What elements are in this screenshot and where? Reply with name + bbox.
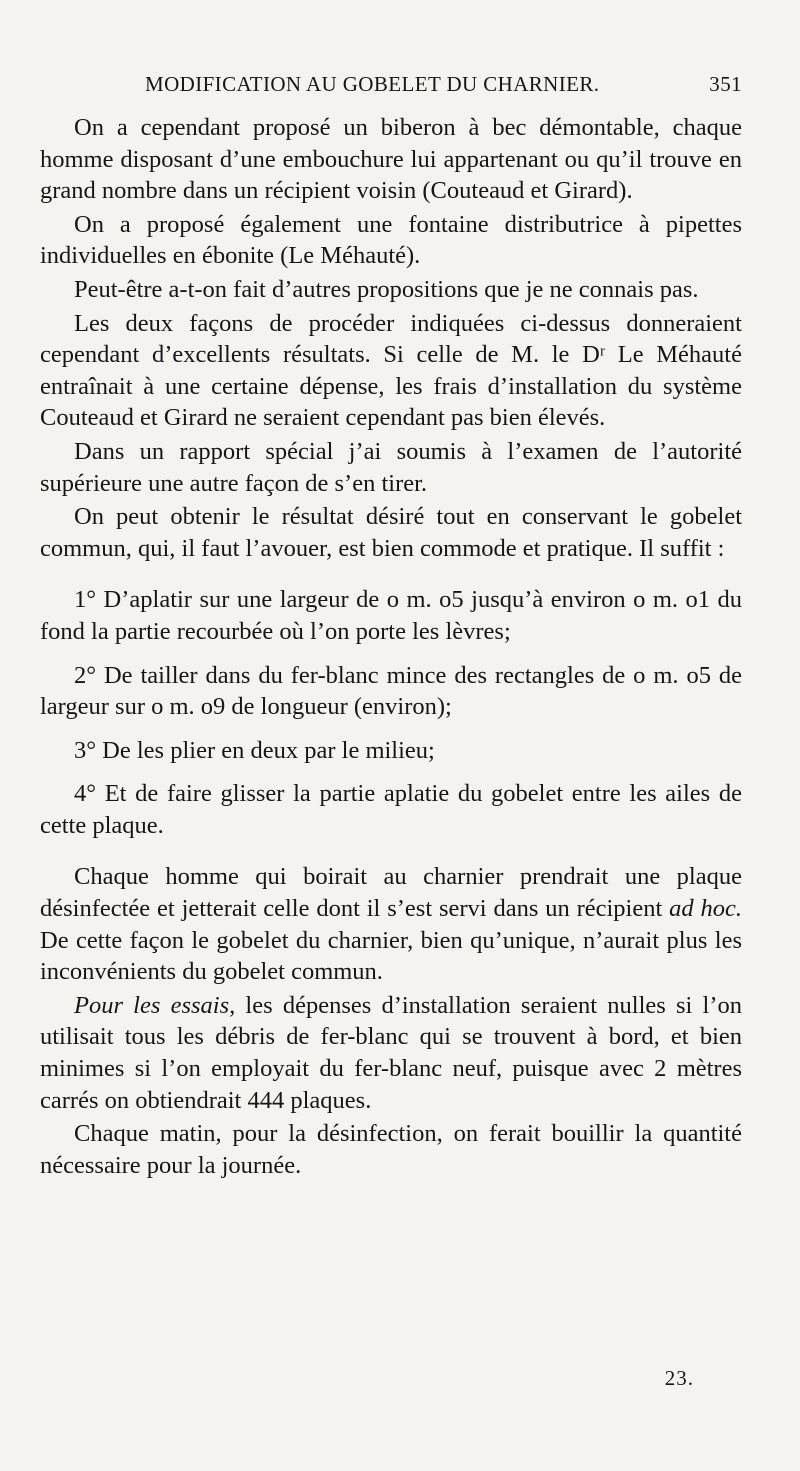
list-item-3: 3° De les plier en deux par le milieu;	[74, 736, 435, 764]
paragraph-essais	[40, 990, 742, 1116]
paragraph-fontaine: On a proposé également une fontaine distributrice à pipettes individuelles en ébonite (Le Méhauté).	[40, 210, 742, 270]
ad-hoc-italic: ad hoc.	[669, 895, 742, 923]
running-head-title: MODIFICATION AU GOBELET DU CHARNIER.	[145, 72, 600, 96]
paragraph-plaque-text-end: De cette façon le gobelet du charnier, bien qu’unique, n’aurait plus les inconvénients du gobelet commun.	[40, 926, 742, 986]
list-item-2: 2° De tailler dans du fer-blanc mince des rectangles de o m. o5 de largeur sur o m. o9 de longueur (environ);	[40, 661, 742, 721]
paragraph-deux-facons: Les deux façons de procéder indiquées ci-dessus donneraient cependant d’excellents résultats. Si celle de M. le Dʳ Le Méhauté entraînait à une certaine dépense, les frais d’installation du système Couteaud et Girard ne seraient cependant pas bien élevés.	[40, 309, 742, 432]
list-item-4: 4° Et de faire glisser la partie aplatie du gobelet entre les ailes de cette plaque.	[40, 780, 742, 839]
body-text	[40, 112, 742, 1183]
running-head	[40, 72, 742, 102]
paragraph-essais-text: les dépenses d’installation seraient nulles si l’on utilisait tous les débris de fer-blanc qui se trouvent à bord, et bien minimes si l’on employait du fer-blanc neuf, puisque avec 2 mètres carrés on obtiendrait 444 plaques.	[40, 991, 742, 1114]
paragraph-chaque-matin: Chaque matin, pour la désinfection, on ferait bouillir la quantité nécessaire pour la journée.	[40, 1120, 742, 1179]
pour-les-essais-italic: Pour les essais,	[74, 991, 236, 1019]
paragraph-rapport-special: Dans un rapport spécial j’ai soumis à l’examen de l’autorité supérieure une autre façon de s’en tirer.	[40, 437, 742, 497]
page-number: 351	[709, 72, 742, 96]
paragraph-biberon: On a cependant proposé un biberon à bec démontable, chaque homme disposant d’une embouchure lui appartenant ou qu’il trouve en grand nombre dans un récipient voisin (Couteaud et Girard).	[40, 114, 742, 205]
paragraph-plaque-desinfectee	[40, 861, 742, 987]
signature-mark: 23.	[664, 1366, 694, 1390]
paragraph-autres-propositions: Peut-être a-t-on fait d’autres propositions que je ne connais pas.	[74, 275, 699, 303]
paragraph-plaque-text-start: Chaque homme qui boirait au charnier prendrait une plaque désinfectée et jetterait celle dont il s’est servi dans un récipient	[40, 863, 742, 923]
paragraph-gobelet-commun: On peut obtenir le résultat désiré tout en conservant le gobelet commun, qui, il faut l’avouer, est bien commode et pratique. Il suffit :	[40, 503, 742, 562]
list-item-1: 1° D’aplatir sur une largeur de o m. o5 jusqu’à environ o m. o1 du fond la partie recourbée où l’on porte les lèvres;	[40, 586, 742, 645]
